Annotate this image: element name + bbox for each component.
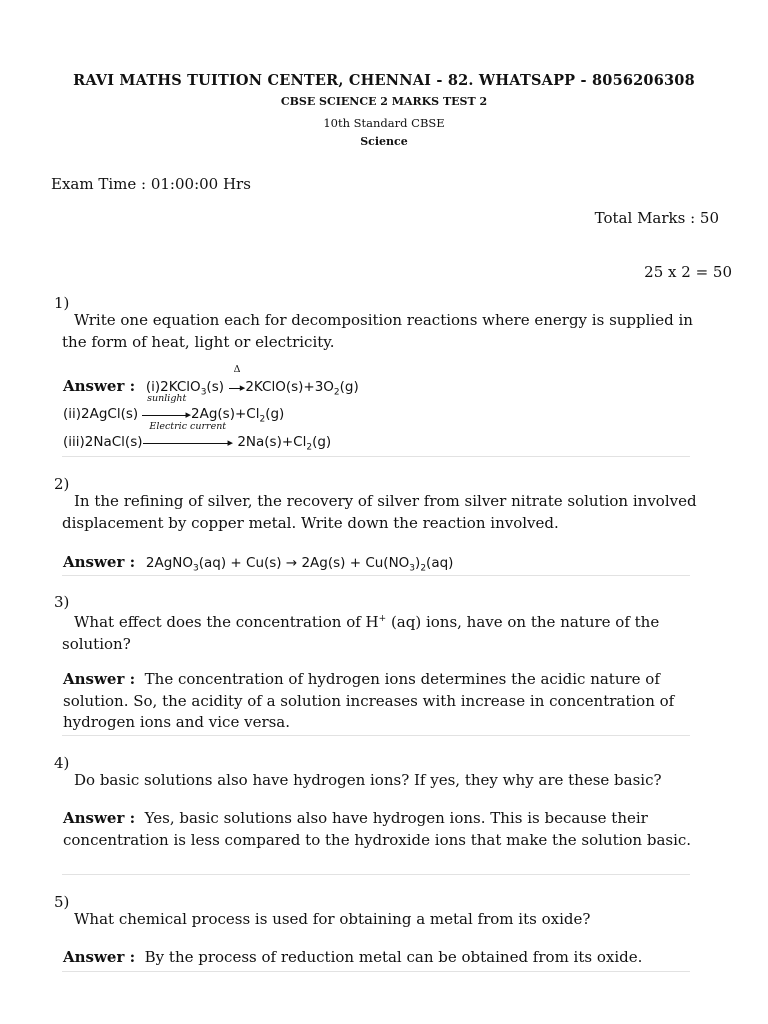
question-number: 5) [54,893,70,911]
question-text: What effect does the concentration of H+ (aq) ions, have on the nature of the solution? [62,613,660,653]
answer-text: By the process of reduction metal can be obtained from its oxide. [144,948,643,966]
question-text: What chemical process is used for obtaining a metal from its oxide? [74,910,591,928]
answer-label: Answer : [63,809,136,827]
answer-text: Yes, basic solutions also have hydrogen ions. This is because their concentration is less compared to the hydroxide ions that make the solution basic. [63,809,692,849]
divider [62,874,690,875]
divider [62,735,690,736]
standard-label: 10th Standard CBSE [323,116,445,130]
school-title: RAVI MATHS TUITION CENTER, CHENNAI - 82. WHATSAPP - 8056206308 [73,72,695,89]
answer-label: Answer : [63,948,136,966]
answer-block [63,808,703,851]
question-text: Do basic solutions also have hydrogen ions? If yes, they why are these basic? [74,771,662,789]
total-marks: Total Marks : 50 [594,209,719,227]
answer-block [63,947,703,969]
question-number: 2) [54,475,70,493]
marks-scheme: 25 x 2 = 50 [644,263,732,281]
question-number: 1) [54,294,70,312]
divider [62,971,690,972]
subject-label: Science [360,135,408,148]
answer-label: Answer : [63,553,136,571]
divider [62,456,690,457]
electric-current-arrow: Electric current ▸ [143,434,234,450]
heat-arrow: Δ ▸ [229,377,246,395]
question-number: 3) [54,593,70,611]
answer-block [63,669,703,734]
test-name: CBSE SCIENCE 2 MARKS TEST 2 [280,95,488,108]
question-number: 4) [54,754,70,772]
answer-equation-2: (ii)2AgCl(s) sunlight $▸2Ag(s)+Cl_2(g)$ [63,393,285,425]
sunlight-arrow: sunlight ▸ [142,406,191,422]
answer-label: Answer : [63,670,136,688]
answer-label: Answer : [63,377,136,395]
question-text: Write one equation each for decomposition reactions where energy is supplied in the form of heat, light or electricity. [62,311,693,351]
exam-time: Exam Time : 01:00:00 Hrs [51,175,251,193]
answer-text: The concentration of hydrogen ions determines the acidic nature of solution. So, the acidity of a solution increases with increase in concentration of hydrogen ions and vice versa. [63,670,675,731]
divider [62,575,690,576]
answer-equation-1: Answer : (i)2KClO$_3$(s) Δ $▸2KClO(s)+3O_2(g)$ [63,364,359,398]
answer-equation: Answer : 2AgNO$_3$(aq) + $Cu(s) \to 2Ag(s) + Cu(NO_3)_2(aq)$ [63,553,454,574]
question-text: In the refining of silver, the recovery of silver from silver nitrate solution involved displacement by copper metal. Write down the reaction involved. [62,492,697,532]
answer-equation-3: (iii)2NaCl(s) Electric current ▸ $2Na(s)+Cl_2(g)$ [63,421,332,453]
